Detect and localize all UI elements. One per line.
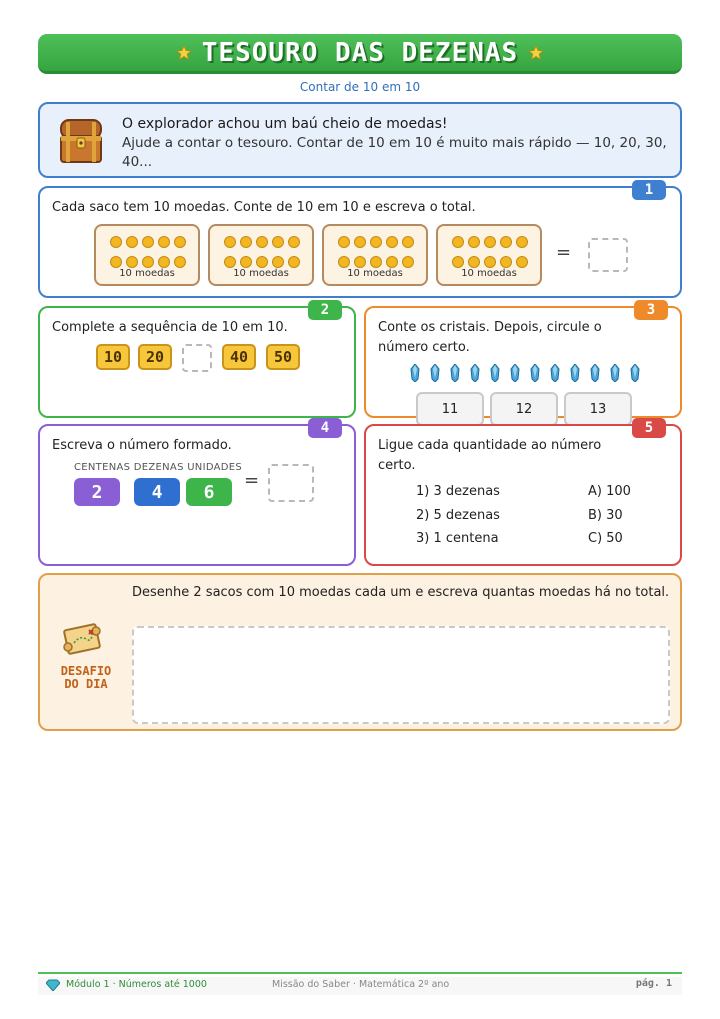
coin-icon <box>288 236 300 248</box>
coin-icon <box>484 256 496 268</box>
coin-icon <box>500 236 512 248</box>
star-icon <box>528 45 544 61</box>
coin-icon <box>126 236 138 248</box>
crystal-icon <box>590 364 600 382</box>
coin-icon <box>452 256 464 268</box>
crystal-icon <box>470 364 480 382</box>
exercise-5-badge: 5 <box>632 418 666 438</box>
coin-icon <box>174 256 186 268</box>
match-left-item[interactable]: 1) 3 dezenas <box>416 484 500 499</box>
exercise-3-card <box>364 302 682 418</box>
page-header <box>38 34 682 74</box>
bag-label: 10 moedas <box>233 268 289 279</box>
crystal-icon <box>570 364 580 382</box>
bag-label: 10 moedas <box>461 268 517 279</box>
coin-icon <box>370 256 382 268</box>
exercise-3-badge: 3 <box>634 300 668 320</box>
intro-headline: O explorador achou um baú cheio de moedas! <box>122 116 448 132</box>
coin-icon <box>110 236 122 248</box>
coin-icon <box>338 236 350 248</box>
place-value-headers: CENTENAS DEZENAS UNIDADES <box>74 462 243 473</box>
crystal-icon <box>530 364 540 382</box>
coin-icon <box>484 236 496 248</box>
crystal-icon <box>450 364 460 382</box>
coin-icon <box>272 236 284 248</box>
coin-icon <box>224 236 236 248</box>
crystal-icon <box>550 364 560 382</box>
answer-box[interactable] <box>268 464 314 502</box>
coin-icon <box>386 256 398 268</box>
exercise-4-card <box>38 420 356 566</box>
match-right-item[interactable]: B) 30 <box>588 508 623 523</box>
bag-label: 10 moedas <box>347 268 403 279</box>
challenge-panel <box>38 573 682 731</box>
coin-icon <box>110 256 122 268</box>
coin-icon <box>452 236 464 248</box>
match-left-item[interactable]: 3) 1 centena <box>416 531 499 546</box>
coin-icon <box>126 256 138 268</box>
match-left-item[interactable]: 2) 5 dezenas <box>416 508 500 523</box>
coin-bag <box>436 224 542 286</box>
tens-digit: 4 <box>134 478 180 506</box>
exercise-4-badge: 4 <box>308 418 342 438</box>
footer-module: Módulo 1 · Números até 1000 <box>66 979 207 990</box>
page-footer <box>38 977 682 995</box>
exercise-2-prompt: Complete a sequência de 10 em 10. <box>52 320 288 335</box>
exercise-2-badge: 2 <box>308 300 342 320</box>
hundreds-digit: 2 <box>74 478 120 506</box>
sequence-tile: 40 <box>222 344 256 370</box>
intro-text: Ajude a contar o tesouro. Contar de 10 em 10 é muito mais rápido — 10, 20, 30, 40... <box>122 135 667 170</box>
answer-option[interactable]: 11 <box>416 392 484 426</box>
challenge-label-line2: DO DIA <box>64 677 108 691</box>
sequence-tile: 20 <box>138 344 172 370</box>
footer-divider <box>38 972 682 974</box>
coin-icon <box>386 236 398 248</box>
units-digit: 6 <box>186 478 232 506</box>
crystal-icon <box>430 364 440 382</box>
bag-label: 10 moedas <box>119 268 175 279</box>
coin-icon <box>288 256 300 268</box>
coin-icon <box>240 256 252 268</box>
exercise-3-prompt: Conte os cristais. Depois, circule o número certo. <box>378 320 602 355</box>
coin-icon <box>158 256 170 268</box>
crystal-icon <box>630 364 640 382</box>
exercise-1-card <box>38 182 682 298</box>
sequence-blank[interactable] <box>182 344 212 372</box>
coin-icon <box>224 256 236 268</box>
answer-box[interactable] <box>588 238 628 272</box>
crystal-icon <box>490 364 500 382</box>
answer-option[interactable]: 13 <box>564 392 632 426</box>
challenge-label <box>46 665 126 691</box>
coin-icon <box>516 256 528 268</box>
coin-icon <box>402 256 414 268</box>
coin-icon <box>142 236 154 248</box>
exercise-2-card <box>38 302 356 418</box>
star-icon <box>176 45 192 61</box>
answer-option[interactable]: 12 <box>490 392 558 426</box>
sequence-tile: 10 <box>96 344 130 370</box>
page-title: TESOURO DAS DEZENAS <box>201 37 519 68</box>
coin-icon <box>468 256 480 268</box>
coin-icon <box>516 236 528 248</box>
coin-icon <box>158 236 170 248</box>
exercise-1-badge: 1 <box>632 180 666 200</box>
footer-series: Missão do Saber · Matemática 2º ano <box>272 979 450 990</box>
exercise-4-prompt: Escreva o número formado. <box>52 438 232 453</box>
coin-icon <box>174 236 186 248</box>
coin-bag <box>94 224 200 286</box>
coin-icon <box>142 256 154 268</box>
coin-icon <box>354 256 366 268</box>
match-right-item[interactable]: A) 100 <box>588 484 631 499</box>
coin-icon <box>338 256 350 268</box>
page-subtitle: Contar de 10 em 10 <box>299 80 421 94</box>
coin-icon <box>468 236 480 248</box>
exercise-1-prompt: Cada saco tem 10 moedas. Conte de 10 em 10 e escreva o total. <box>52 200 476 215</box>
coin-icon <box>240 236 252 248</box>
exercise-5-prompt: Ligue cada quantidade ao número certo. <box>378 438 602 473</box>
crystal-icon <box>610 364 620 382</box>
crystal-icon <box>510 364 520 382</box>
coin-icon <box>354 236 366 248</box>
coin-icon <box>256 236 268 248</box>
match-right-item[interactable]: C) 50 <box>588 531 623 546</box>
challenge-prompt: Desenhe 2 sacos com 10 moedas cada um e escreva quantas moedas há no total. <box>132 585 670 600</box>
coin-icon <box>272 256 284 268</box>
sequence-tile: 50 <box>266 344 300 370</box>
treasure-map-icon <box>62 621 102 657</box>
coin-bag <box>322 224 428 286</box>
equals-sign: = <box>556 242 572 263</box>
treasure-chest-icon <box>58 114 104 166</box>
gem-icon <box>46 979 60 991</box>
coin-icon <box>370 236 382 248</box>
coin-icon <box>256 256 268 268</box>
coin-icon <box>500 256 512 268</box>
challenge-label-line1: DESAFIO <box>60 664 112 678</box>
crystal-icon <box>410 364 420 382</box>
coin-bag <box>208 224 314 286</box>
exercise-5-card <box>364 420 682 566</box>
intro-panel <box>38 102 682 178</box>
coin-icon <box>402 236 414 248</box>
page-number: pág. 1 <box>635 978 672 989</box>
equals-sign: = <box>244 470 260 491</box>
drawing-area[interactable] <box>132 626 670 724</box>
